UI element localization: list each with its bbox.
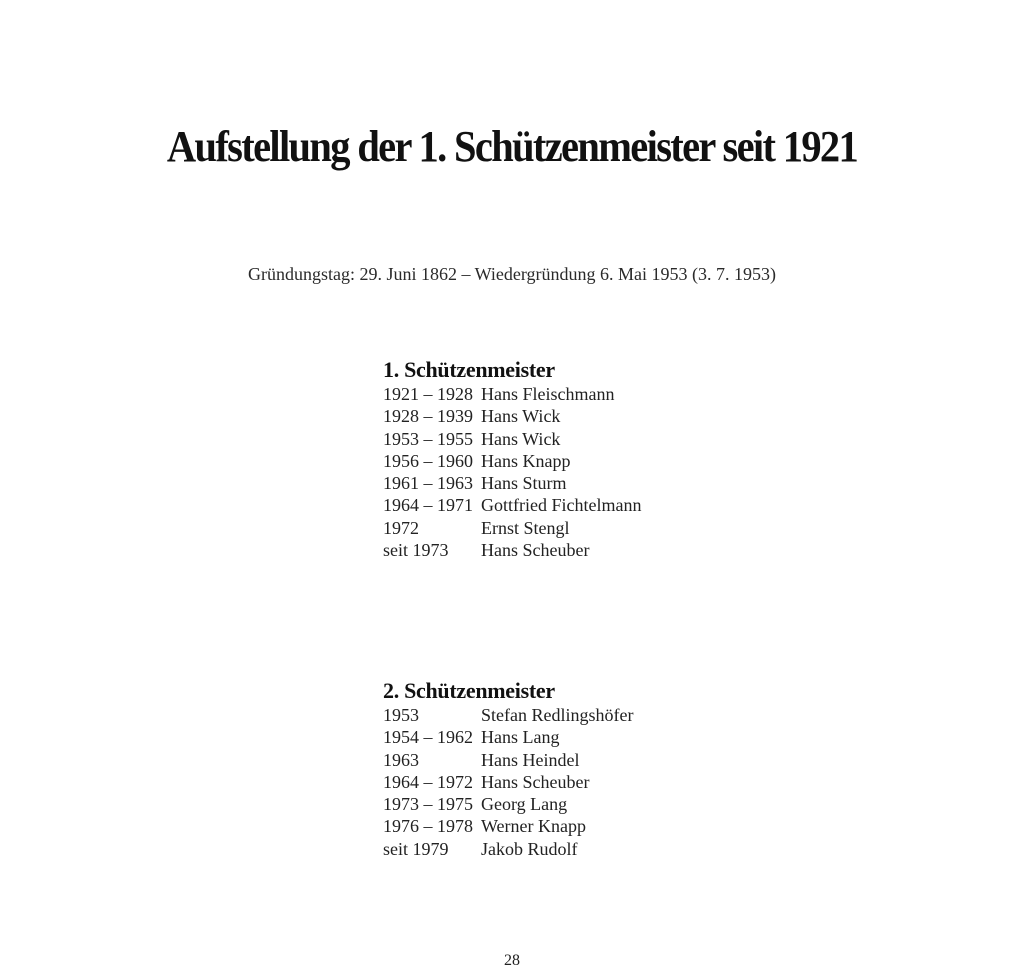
first-shooting-master-section — [383, 356, 803, 561]
founding-date-line: Gründungstag: 29. Juni 1862 – Wiedergründung 6. Mai 1953 (3. 7. 1953) — [247, 264, 777, 284]
person-name: Hans Scheuber — [481, 540, 590, 561]
term-years: seit 1979 — [383, 838, 449, 859]
list-item — [383, 405, 803, 427]
person-name: Hans Sturm — [481, 473, 567, 494]
list-item — [383, 539, 803, 561]
term-years: 1973 – 1975 — [383, 794, 473, 815]
term-years: 1953 – 1955 — [383, 428, 473, 449]
person-name: Hans Wick — [481, 428, 561, 449]
list-item — [383, 815, 803, 837]
list-item — [383, 494, 803, 516]
term-years: 1954 – 1962 — [383, 727, 473, 748]
second-shooting-master-section — [383, 677, 803, 860]
term-years: 1928 – 1939 — [383, 406, 473, 427]
list-item — [383, 383, 803, 405]
page-number: 28 — [504, 952, 520, 969]
person-name: Stefan Redlingshöfer — [481, 705, 634, 725]
term-years: seit 1973 — [383, 540, 449, 561]
term-years: 1964 – 1972 — [383, 771, 473, 792]
person-name: Ernst Stengl — [481, 517, 570, 538]
term-years: 1972 — [383, 517, 419, 538]
list-item — [383, 517, 803, 539]
list-item — [383, 450, 803, 472]
list-item — [383, 472, 803, 494]
person-name: Georg Lang — [481, 794, 568, 815]
list-item — [383, 793, 803, 815]
person-name: Hans Lang — [481, 727, 560, 748]
term-years: 1964 – 1971 — [383, 495, 473, 516]
person-name: Hans Wick — [481, 406, 561, 427]
term-years: 1921 – 1928 — [383, 384, 473, 404]
list-item — [383, 726, 803, 748]
section-heading: 2. Schützenmeister — [383, 678, 555, 703]
page-title: Aufstellung der 1. Schützenmeister seit 1921 — [166, 122, 858, 172]
term-years: 1976 – 1978 — [383, 816, 473, 837]
person-name: Hans Scheuber — [481, 771, 590, 792]
list-item — [383, 749, 803, 771]
person-name: Hans Heindel — [481, 749, 580, 770]
list-item — [383, 428, 803, 450]
person-name: Gottfried Fichtelmann — [481, 495, 642, 516]
list-item — [383, 704, 803, 726]
person-name: Werner Knapp — [481, 816, 587, 837]
list-item — [383, 771, 803, 793]
person-name: Hans Fleischmann — [481, 384, 615, 404]
term-years: 1961 – 1963 — [383, 473, 473, 494]
list-item — [383, 838, 803, 860]
term-years: 1953 — [383, 705, 419, 725]
term-years: 1956 – 1960 — [383, 450, 473, 471]
term-years: 1963 — [383, 749, 419, 770]
person-name: Jakob Rudolf — [481, 838, 578, 859]
person-name: Hans Knapp — [481, 450, 571, 471]
section-heading: 1. Schützenmeister — [383, 357, 555, 382]
